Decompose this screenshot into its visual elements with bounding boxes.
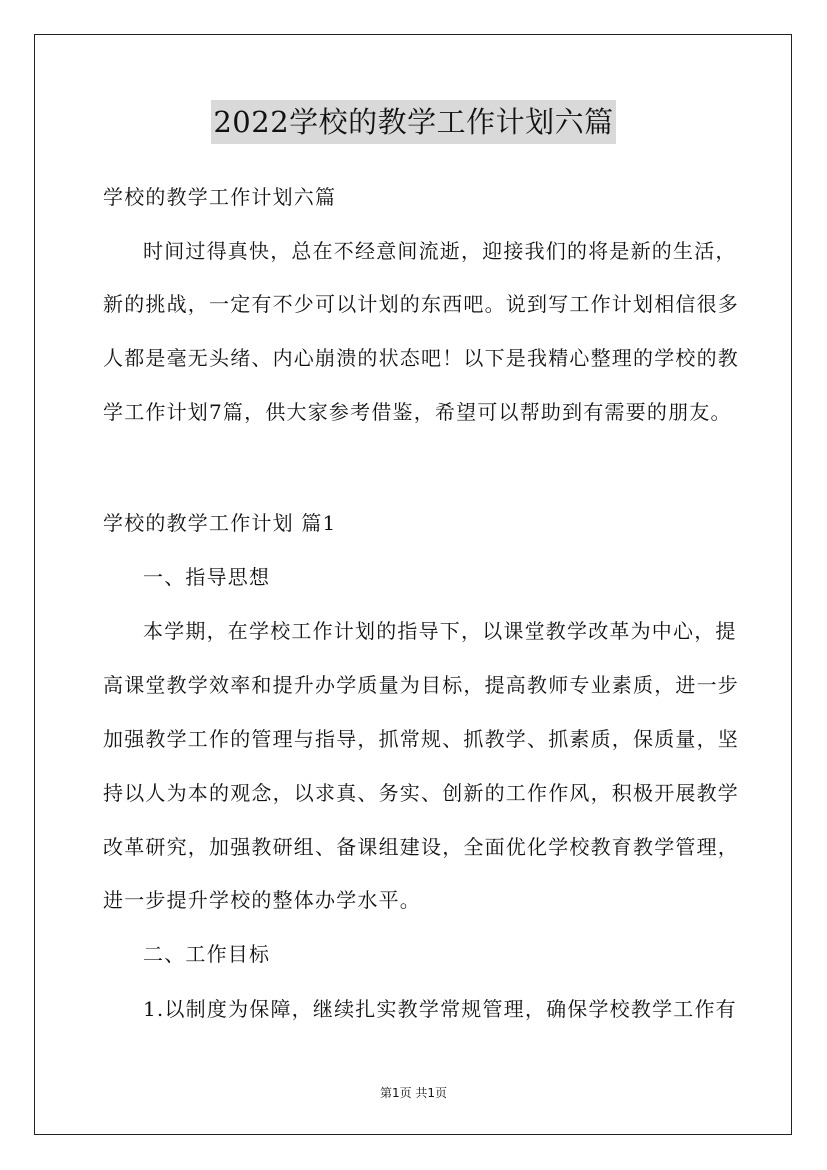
paragraph-line: 进一步提升学校的整体办学水平。 (103, 888, 421, 912)
intro-line: 新的挑战，一定有不少可以计划的东西吧。说到写工作计划相信很多 (103, 292, 739, 316)
paragraph-line: 加强教学工作的管理与指导，抓常规、抓教学、抓素质，保质量，坚 (103, 727, 739, 751)
paragraph-line: 持以人为本的观念，以求真、务实、创新的工作作风，积极开展教学 (103, 781, 739, 805)
intro-line: 时间过得真快，总在不经意间流逝，迎接我们的将是新的生活， (143, 239, 737, 263)
intro-line: 人都是毫无头绪、内心崩溃的状态吧！以下是我精心整理的学校的教 (103, 346, 739, 370)
intro-line: 学工作计划7篇，供大家参考借鉴，希望可以帮助到有需要的朋友。 (103, 400, 732, 424)
document-title: 2022学校的教学工作计划六篇 (211, 100, 615, 144)
document-subtitle: 学校的教学工作计划六篇 (103, 185, 337, 209)
paragraph-line: 改革研究，加强教研组、备课组建设，全面优化学校教育教学管理， (103, 835, 739, 859)
list-item-line: 1.以制度为保障，继续扎实教学常规管理，确保学校教学工作有 (143, 997, 737, 1021)
heading-work-goals: 二、工作目标 (143, 942, 271, 966)
paragraph-line: 本学期，在学校工作计划的指导下，以课堂教学改革为中心，提 (143, 619, 737, 643)
section-heading: 学校的教学工作计划 篇1 (103, 511, 337, 535)
paragraph-line: 高课堂教学效率和提升办学质量为目标，提高教师专业素质，进一步 (103, 673, 739, 697)
page-footer: 第1页 共1页 (379, 1086, 448, 1100)
heading-guiding-thought: 一、指导思想 (143, 565, 271, 589)
document-title-wrap (0, 100, 827, 144)
